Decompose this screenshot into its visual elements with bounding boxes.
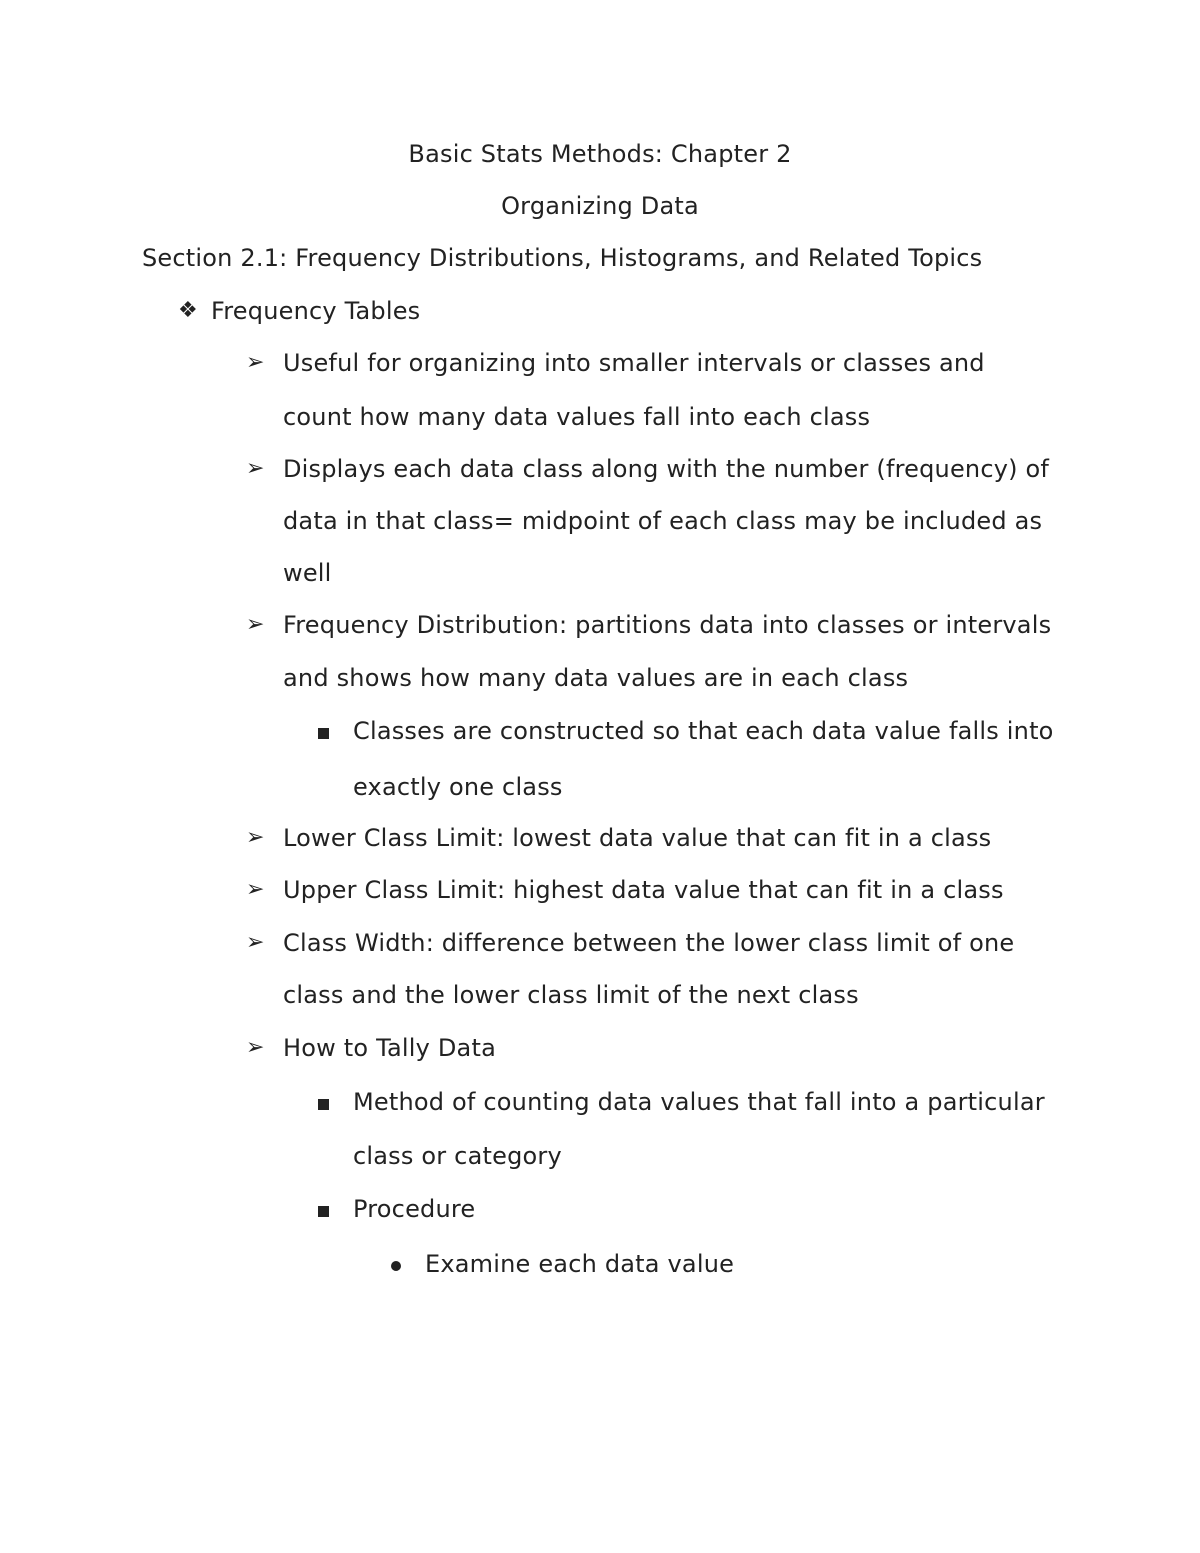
arrowhead-bullet-icon: ➢ [246,350,265,375]
square-bullet-icon [318,728,329,739]
square-bullet-icon [318,1099,329,1110]
list-item-line: and shows how many data values are in each class [283,664,909,692]
list-item-line: class and the lower class limit of the next class [283,981,859,1009]
arrowhead-bullet-icon: ➢ [246,877,265,902]
four-diamond-bullet-icon: ❖ [178,298,198,323]
list-item-line: well [283,559,332,587]
arrowhead-bullet-icon: ➢ [246,456,265,481]
topic-heading: Frequency Tables [211,297,421,325]
list-item-line: How to Tally Data [283,1034,496,1062]
arrowhead-bullet-icon: ➢ [246,930,265,955]
arrowhead-bullet-icon: ➢ [246,1035,265,1060]
section-heading: Section 2.1: Frequency Distributions, Histograms, and Related Topics [142,244,983,272]
sub-list-item-line: Classes are constructed so that each data value falls into [353,717,1054,745]
square-bullet-icon [318,1206,329,1217]
arrowhead-bullet-icon: ➢ [246,612,265,637]
list-item-line: count how many data values fall into each class [283,403,871,431]
document-title: Basic Stats Methods: Chapter 2 [408,140,792,168]
round-bullet-icon [391,1261,401,1271]
sub-list-item-line: class or category [353,1142,562,1170]
list-item-line: Class Width: difference between the lower class limit of one [283,929,1015,957]
sub-list-item-line: Procedure [353,1195,476,1223]
sub-sub-list-item-line: Examine each data value [425,1250,735,1278]
list-item-line: Upper Class Limit: highest data value that can fit in a class [283,876,1004,904]
list-item-line: Lower Class Limit: lowest data value that can fit in a class [283,824,992,852]
list-item-line: Displays each data class along with the number (frequency) of [283,455,1050,483]
list-item-line: Frequency Distribution: partitions data into classes or intervals [283,611,1052,639]
list-item-line: data in that class= midpoint of each class may be included as [283,507,1043,535]
sub-list-item-line: Method of counting data values that fall into a particular [353,1088,1045,1116]
document-subtitle: Organizing Data [501,192,699,220]
sub-list-item-line: exactly one class [353,773,563,801]
arrowhead-bullet-icon: ➢ [246,825,265,850]
list-item-line: Useful for organizing into smaller intervals or classes and [283,349,985,377]
